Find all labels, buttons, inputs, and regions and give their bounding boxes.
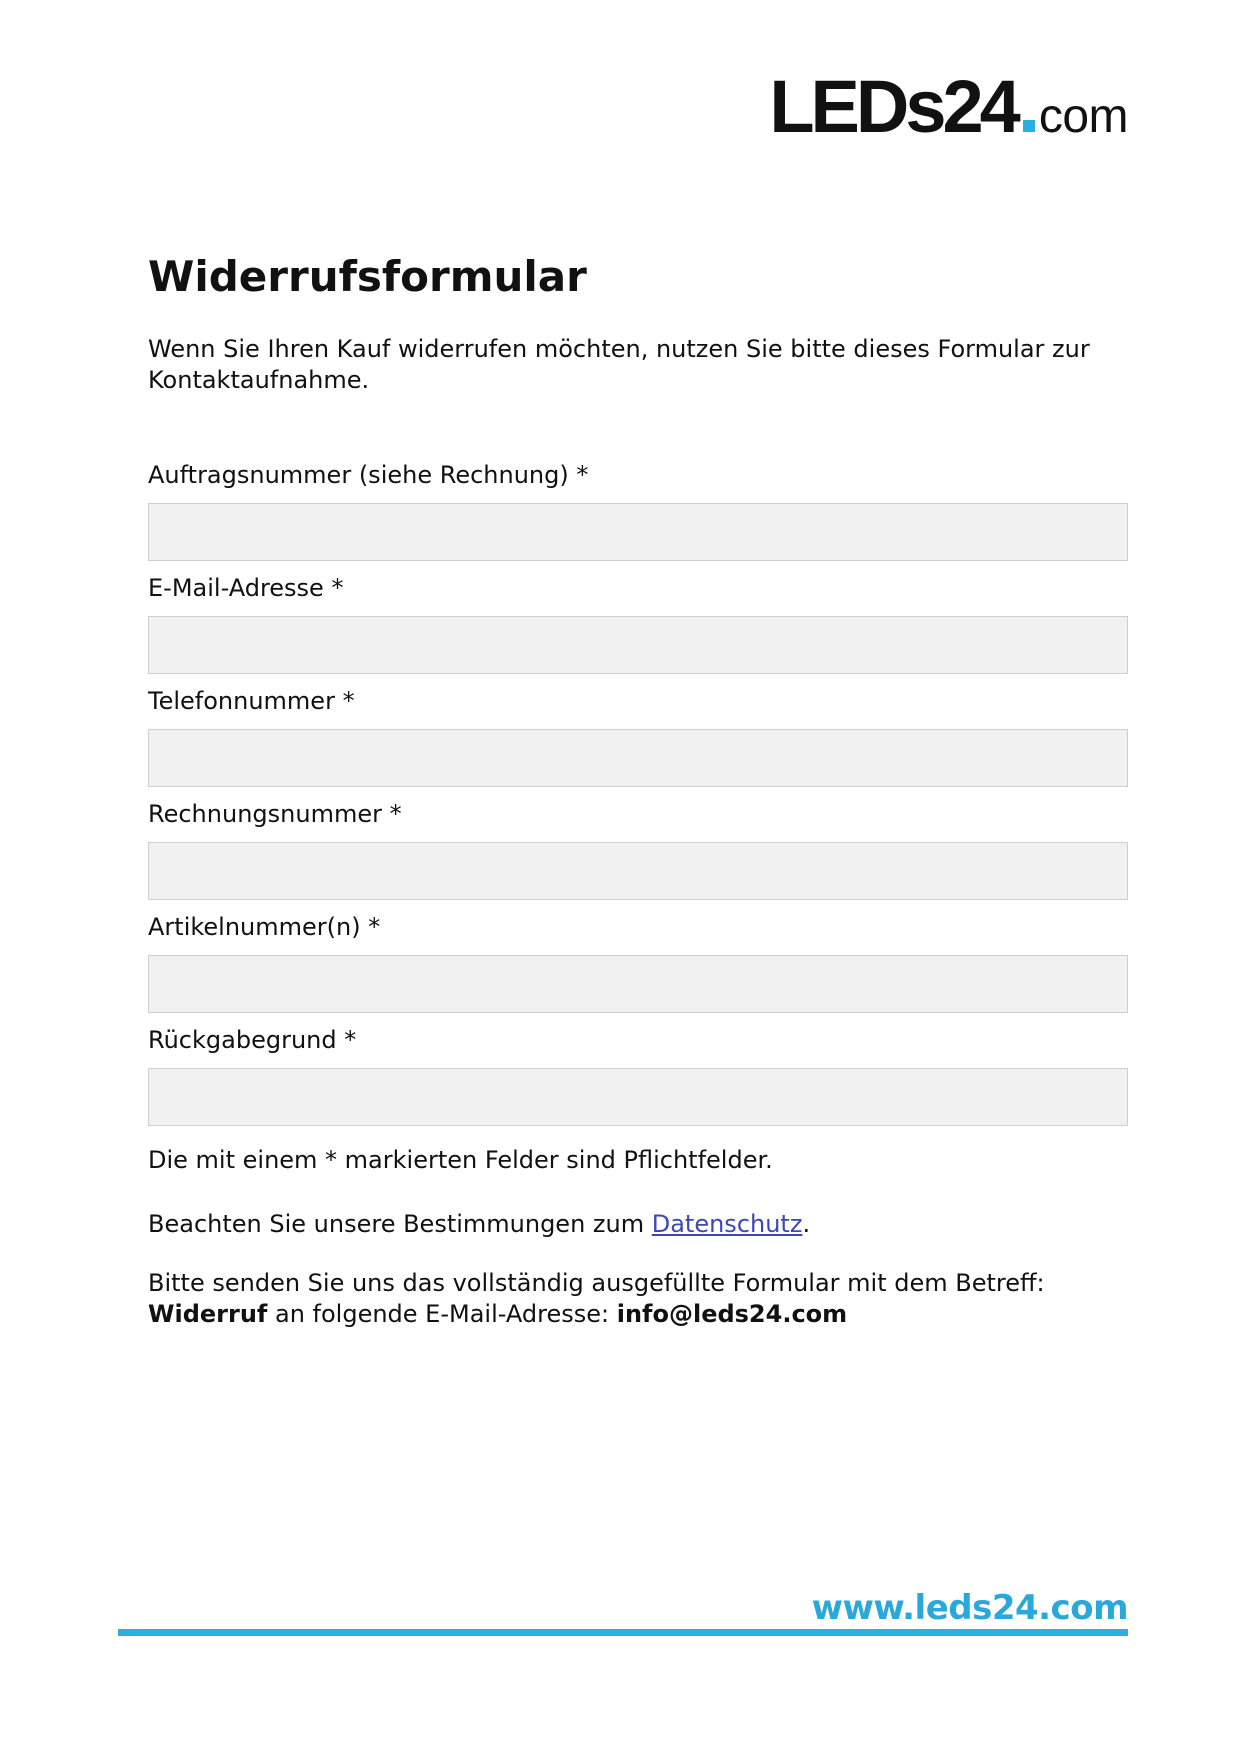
phone-label: Telefonnummer * [148,687,355,715]
privacy-suffix: . [802,1210,811,1238]
privacy-link[interactable]: Datenschutz [651,1210,803,1238]
order-number-input[interactable] [148,503,1128,561]
article-numbers-label: Artikelnummer(n) * [148,913,381,941]
return-reason-label: Rückgabegrund * [148,1026,357,1054]
send-instructions [148,1268,1128,1330]
intro-text: Wenn Sie Ihren Kauf widerrufen möchten, nutzen Sie bitte dieses Formular zur Kontaktaufnahme. [148,335,1090,394]
privacy-prefix: Beachten Sie unsere Bestimmungen zum [148,1210,652,1238]
logo-wordmark: LEDs24 [769,65,1017,148]
required-note: Die mit einem * markierten Felder sind Pflichtfelder. [148,1146,773,1174]
email-input[interactable] [148,616,1128,674]
contact-email: info@leds24.com [616,1300,848,1328]
order-number-label: Auftragsnummer (siehe Rechnung) * [148,461,589,489]
send-instructions-part1: Bitte senden Sie uns das vollständig ausgefüllte Formular mit dem Betreff: [148,1269,1045,1297]
footer-url: www.leds24.com [811,1588,1128,1628]
logo-dot-icon [1023,120,1035,132]
footer-divider [118,1629,1128,1636]
article-numbers-input[interactable] [148,955,1128,1013]
email-label: E-Mail-Adresse * [148,574,344,602]
privacy-note [148,1209,1128,1240]
invoice-number-input[interactable] [148,842,1128,900]
logo-tld: com [1038,90,1128,143]
invoice-number-label: Rechnungsnummer * [148,800,402,828]
return-reason-input[interactable] [148,1068,1128,1126]
phone-input[interactable] [148,729,1128,787]
page-title: Widerrufsformular [148,252,587,301]
send-subject: Widerruf [148,1300,268,1328]
leds24-logo [769,65,1128,148]
send-instructions-part2: an folgende E-Mail-Adresse: [267,1300,617,1328]
